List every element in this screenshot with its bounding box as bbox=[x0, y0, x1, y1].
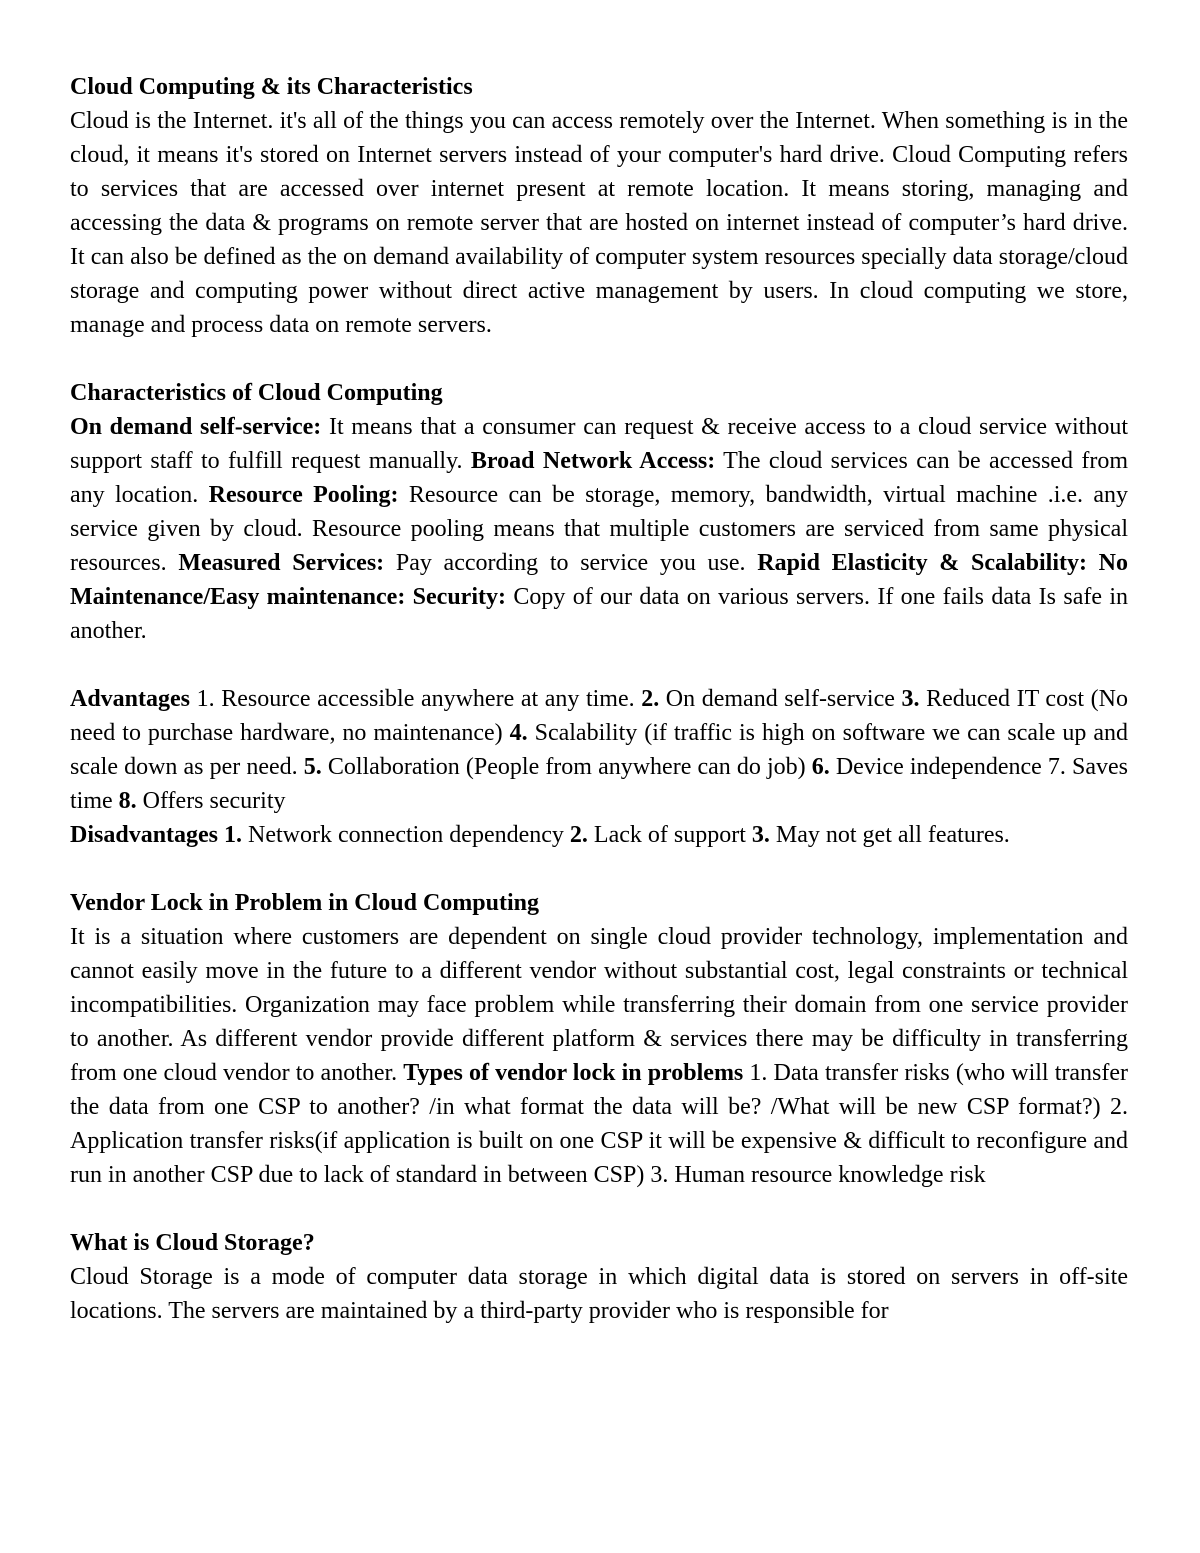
section-cloud-computing bbox=[70, 70, 1128, 342]
disadvantage-text: Network connection dependency bbox=[242, 822, 570, 848]
section-advantages-disadvantages bbox=[70, 682, 1128, 852]
advantage-text: Device independence 7. Saves time bbox=[70, 754, 1128, 814]
disadvantage-number: 2. bbox=[569, 822, 588, 848]
disadvantage-text: Lack of support bbox=[587, 822, 752, 848]
advantage-number: 5. bbox=[303, 754, 322, 780]
advantage-text: On demand self-service bbox=[659, 686, 902, 712]
heading-cloud-storage: What is Cloud Storage? bbox=[70, 1230, 315, 1256]
paragraph-advantages bbox=[70, 682, 1128, 818]
disadvantage-text: May not get all features. bbox=[769, 822, 1010, 848]
advantage-number: 8. bbox=[118, 788, 137, 814]
document-page bbox=[70, 70, 1128, 1328]
section-cloud-storage bbox=[70, 1226, 1128, 1328]
advantage-text: Scalability (if traffic is high on software we can scale up and scale down as per need. bbox=[70, 720, 1128, 780]
term-broad-network: Broad Network Access: bbox=[470, 448, 716, 474]
advantage-number: 2. bbox=[641, 686, 660, 712]
vendor-types-text: 1. Data transfer risks (who will transfer the data from one CSP to another? /in what format the data will be? /What will be new CSP format?) 2. Application transfer risks(if application is built on one CSP it will be expensive & difficult to reconfigure and run in another CSP due to lack of standard in between CSP) 3. Human resource knowledge risk bbox=[70, 1060, 1129, 1188]
advantage-number: 3. bbox=[901, 686, 920, 712]
heading-characteristics: Characteristics of Cloud Computing bbox=[70, 380, 443, 406]
advantage-text: Reduced IT cost (No need to purchase hardware, no maintenance) bbox=[70, 686, 1129, 746]
disadvantage-number: 3. bbox=[751, 822, 770, 848]
paragraph-characteristics bbox=[70, 410, 1128, 648]
desc-broad-network: The cloud services can be accessed from any location. bbox=[70, 448, 1128, 508]
term-on-demand: On demand self-service: bbox=[70, 414, 322, 440]
advantage-text: Collaboration (People from anywhere can do job) bbox=[321, 754, 812, 780]
label-types-of-vendor-lock: Types of vendor lock in problems bbox=[403, 1060, 744, 1086]
section-vendor-lock-in bbox=[70, 886, 1128, 1192]
desc-measured-services: Pay according to service you use. bbox=[384, 550, 758, 576]
desc-security: Copy of our data on various servers. If one fails data Is safe in another. bbox=[70, 584, 1129, 644]
advantage-number: 4. bbox=[509, 720, 528, 746]
desc-resource-pooling: Resource can be storage, memory, bandwidth, virtual machine .i.e. any service given by cloud. Resource pooling means that multiple customers are serviced from same physical resources. bbox=[70, 482, 1129, 576]
heading-vendor-lock-in: Vendor Lock in Problem in Cloud Computing bbox=[70, 890, 539, 916]
advantage-text: 1. Resource accessible anywhere at any time. bbox=[190, 686, 642, 712]
term-measured-services: Measured Services: bbox=[178, 550, 385, 576]
heading-cloud-computing: Cloud Computing & its Characteristics bbox=[70, 74, 473, 100]
desc-on-demand: It means that a consumer can request & receive access to a cloud service without support staff to fulfill request manually. bbox=[70, 414, 1128, 474]
advantage-text: Offers security bbox=[136, 788, 286, 814]
term-elasticity-maintenance-security: Rapid Elasticity & Scalability: No Maintenance/Easy maintenance: Security: bbox=[70, 550, 1129, 610]
label-advantages: Advantages bbox=[70, 686, 191, 712]
paragraph-cloud-storage: Cloud Storage is a mode of computer data storage in which digital data is stored on servers in off-site locations. The servers are maintained by a third-party provider who is responsible for bbox=[70, 1264, 1128, 1324]
vendor-body-text: It is a situation where customers are dependent on single cloud provider technology, implementation and cannot easily move in the future to a different vendor without substantial cost, legal constraints or technical incompatibilities. Organization may face problem while transferring their domain from one service provider to another. As different vendor provide different platform & services there may be difficulty in transferring from one cloud vendor to another. bbox=[70, 924, 1128, 1086]
section-characteristics bbox=[70, 376, 1128, 648]
advantage-number: 6. bbox=[811, 754, 830, 780]
paragraph-cloud-computing: Cloud is the Internet. it's all of the things you can access remotely over the Internet. When something is in the cloud, it means it's stored on Internet servers instead of your computer's hard drive. Cloud Computing refers to services that are accessed over internet present at remote location. It means storing, managing and accessing the data & programs on remote server that are hosted on internet instead of computer’s hard drive. It can also be defined as the on demand availability of computer system resources specially data storage/cloud storage and computing power without direct active management by users. In cloud computing we store, manage and process data on remote servers. bbox=[70, 108, 1128, 338]
paragraph-disadvantages bbox=[70, 818, 1128, 852]
term-resource-pooling: Resource Pooling: bbox=[208, 482, 399, 508]
paragraph-vendor-lock-in bbox=[70, 920, 1128, 1192]
label-disadvantages: Disadvantages 1. bbox=[70, 822, 243, 848]
